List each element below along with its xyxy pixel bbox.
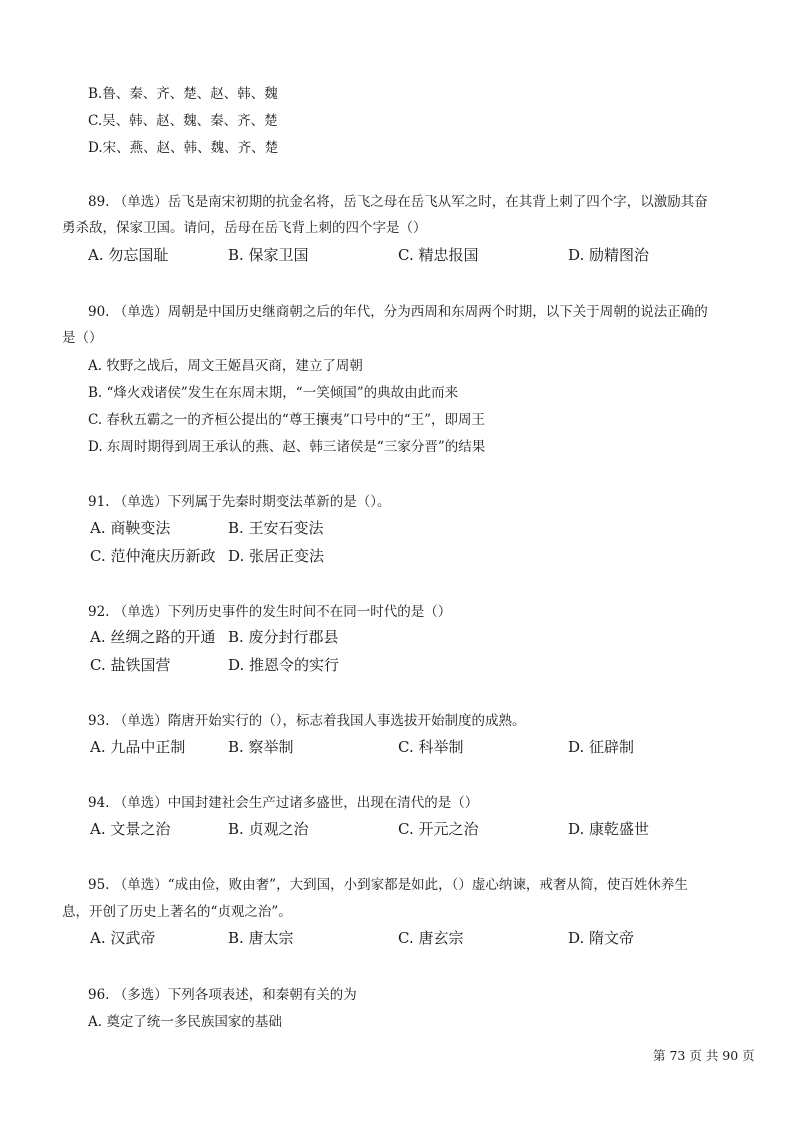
q92-stem: 92. （单选）下列历史事件的发生时间不在同一时代的是（） [88, 604, 452, 620]
q89-option-d[interactable]: D. 励精图治 [568, 246, 650, 264]
q95-stem-line1: 95. （单选）“成由俭，败由奢”，大到国，小到家都是如此，（）虚心纳谏，戒奢从简，使百姓休养生 [88, 877, 688, 893]
q90-stem-line2: 是（） [62, 330, 103, 346]
q90-stem-line1: 90. （单选）周朝是中国历史继商朝之后的年代，分为西周和东周两个时期，以下关于周朝的说法正确的 [88, 304, 708, 320]
q88-option-c[interactable]: C.吴、韩、赵、魏、秦、齐、楚 [88, 113, 278, 129]
q90-option-a[interactable]: A. 牧野之战后，周文王姬昌灭商，建立了周朝 [88, 358, 363, 374]
q91-stem: 91. （单选）下列属于先秦时期变法革新的是（）。 [88, 494, 391, 510]
q91-option-a[interactable]: A. 商鞅变法 [90, 519, 171, 537]
q91-option-c[interactable]: C. 范仲淹庆历新政 [90, 547, 216, 565]
q88-option-d[interactable]: D.宋、燕、赵、韩、魏、齐、楚 [88, 140, 279, 156]
q94-option-b[interactable]: B. 贞观之治 [228, 820, 309, 838]
q95-stem-line2: 息，开创了历史上著名的“贞观之治”。 [62, 904, 292, 920]
q94-stem: 94. （单选）中国封建社会生产过诸多盛世，出现在清代的是（） [88, 795, 479, 811]
q89-stem-line1: 89. （单选）岳飞是南宋初期的抗金名将，岳飞之母在岳飞从军之时，在其背上刺了四个字，以激励其奋 [88, 194, 708, 210]
q91-option-d[interactable]: D. 张居正变法 [228, 547, 325, 565]
q95-option-a[interactable]: A. 汉武帝 [90, 929, 156, 947]
q91-option-b[interactable]: B. 王安石变法 [228, 519, 324, 537]
q88-option-b[interactable]: B.鲁、秦、齐、楚、赵、韩、魏 [88, 86, 278, 102]
q94-option-a[interactable]: A. 文景之治 [90, 820, 171, 838]
q93-option-d[interactable]: D. 征辟制 [568, 738, 635, 756]
q89-option-b[interactable]: B. 保家卫国 [228, 246, 309, 264]
q92-option-c[interactable]: C. 盐铁国营 [90, 656, 171, 674]
q93-stem: 93. （单选）隋唐开始实行的（），标志着我国人事选拔开始制度的成熟。 [88, 713, 526, 729]
q95-option-b[interactable]: B. 唐太宗 [228, 929, 294, 947]
q89-option-c[interactable]: C. 精忠报国 [398, 246, 479, 264]
q93-option-b[interactable]: B. 察举制 [228, 738, 294, 756]
q94-option-d[interactable]: D. 康乾盛世 [568, 820, 650, 838]
q92-option-d[interactable]: D. 推恩令的实行 [228, 656, 340, 674]
q92-option-a[interactable]: A. 丝绸之路的开通 [90, 628, 216, 646]
q96-stem: 96. （多选）下列各项表述，和秦朝有关的为 [88, 987, 357, 1003]
q93-option-c[interactable]: C. 科举制 [398, 738, 464, 756]
q94-option-c[interactable]: C. 开元之治 [398, 820, 479, 838]
q95-option-c[interactable]: C. 唐玄宗 [398, 929, 464, 947]
q96-option-a[interactable]: A. 奠定了统一多民族国家的基础 [88, 1014, 282, 1030]
q89-stem-line2: 勇杀敌，保家卫国。请问，岳母在岳飞背上刺的四个字是（） [62, 220, 427, 236]
q89-option-a[interactable]: A. 勿忘国耻 [88, 246, 169, 264]
q90-option-c[interactable]: C. 春秋五霸之一的齐桓公提出的“尊王攘夷”口号中的“王”，即周王 [88, 412, 486, 428]
q95-option-d[interactable]: D. 隋文帝 [568, 929, 635, 947]
page-number-footer: 第 73 页 共 90 页 [653, 1048, 755, 1063]
q90-option-b[interactable]: B. “烽火戏诸侯”发生在东周末期，“一笑倾国”的典故由此而来 [88, 385, 459, 401]
q93-option-a[interactable]: A. 九品中正制 [90, 738, 186, 756]
q92-option-b[interactable]: B. 废分封行郡县 [228, 628, 339, 646]
q90-option-d[interactable]: D. 东周时期得到周王承认的燕、赵、韩三诸侯是“三家分晋”的结果 [88, 439, 486, 455]
